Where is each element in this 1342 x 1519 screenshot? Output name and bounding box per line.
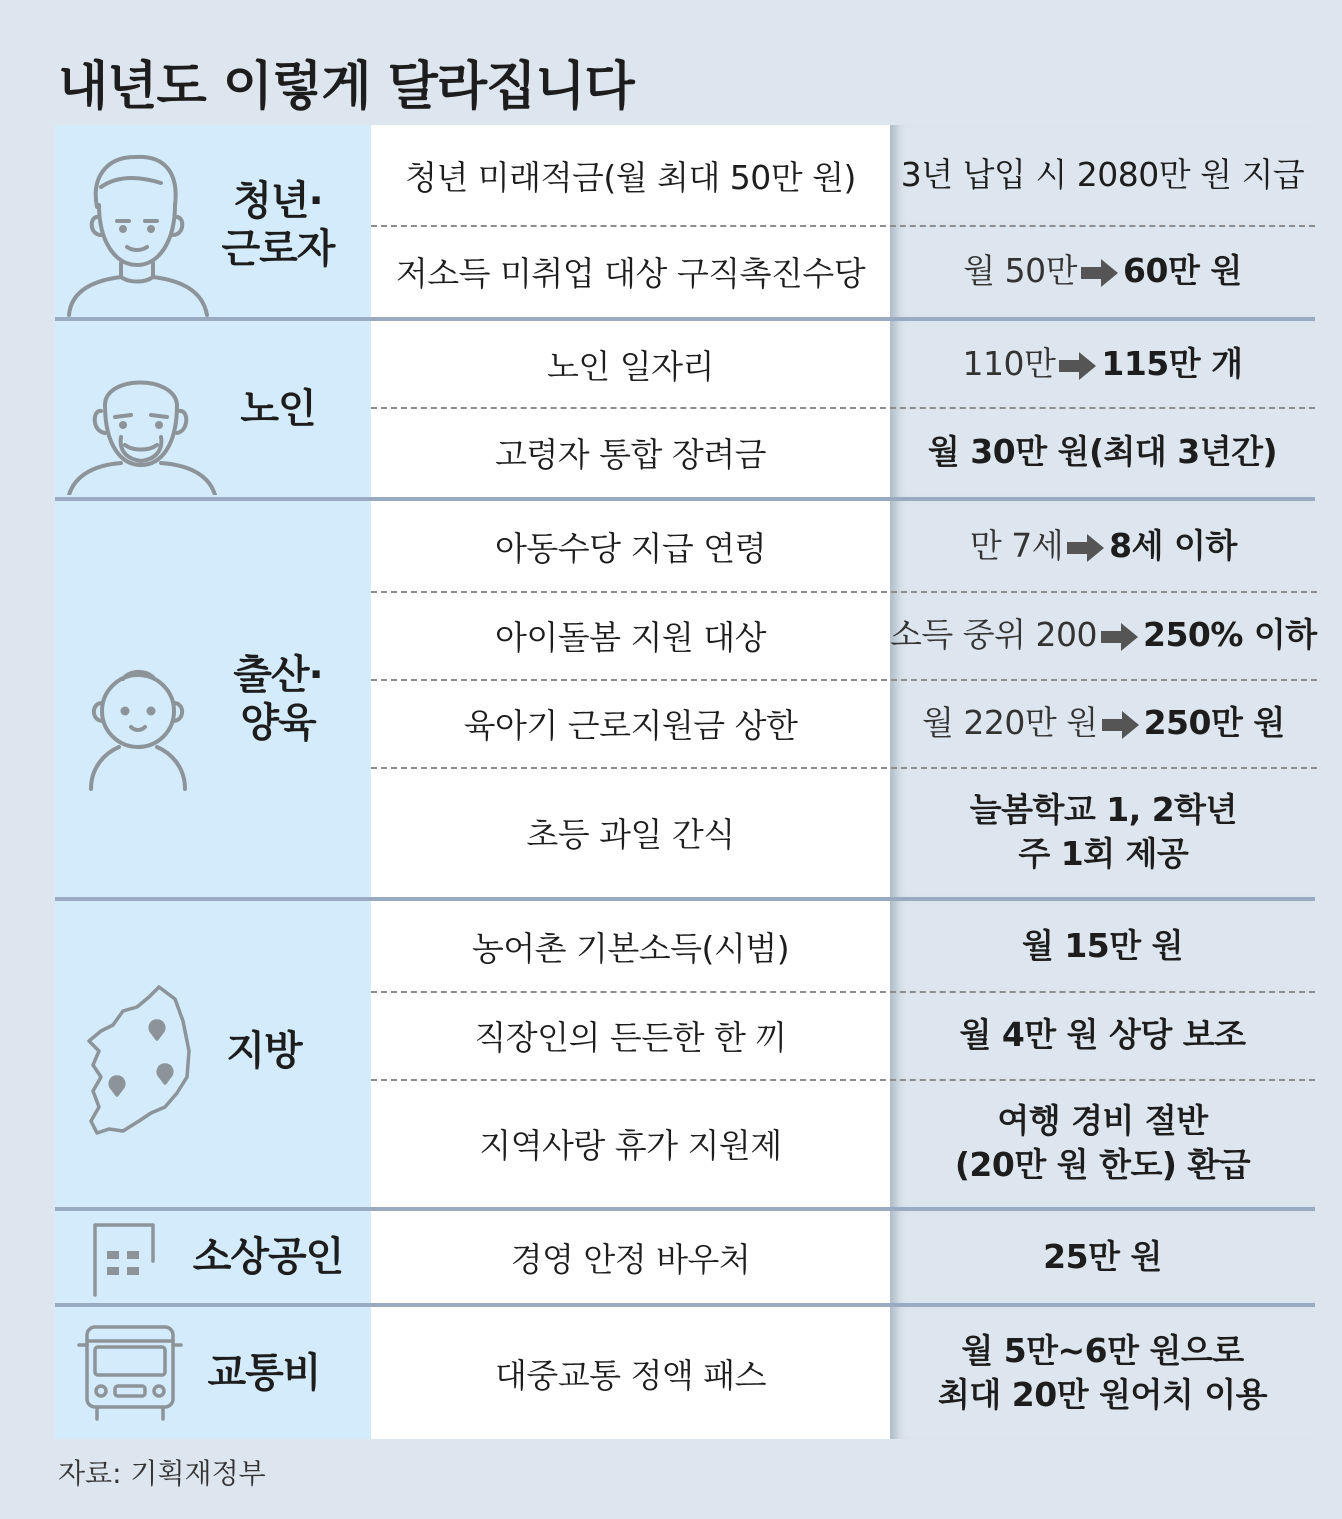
item-value: 만 7세 8세 이하 bbox=[890, 501, 1317, 591]
item-label: 경영 안정 바우처 bbox=[371, 1211, 890, 1303]
item-value: 월 5만~6만 원으로 최대 20만 원어치 이용 bbox=[890, 1307, 1315, 1439]
item-label: 고령자 통합 장려금 bbox=[371, 407, 890, 497]
building-icon bbox=[91, 1221, 157, 1297]
item-label: 농어촌 기본소득(시범) bbox=[371, 901, 890, 991]
section-youth bbox=[55, 125, 1315, 321]
section-childbirth bbox=[55, 501, 1315, 901]
item-value: 110만 115만 개 bbox=[890, 321, 1315, 407]
category-label: 소상공인 bbox=[192, 1234, 344, 1280]
item-value: 월 220만 원 250만 원 bbox=[890, 679, 1317, 767]
table-row bbox=[371, 321, 1315, 407]
section-regional bbox=[55, 901, 1315, 1211]
item-label: 청년 미래적금(월 최대 50만 원) bbox=[371, 125, 890, 225]
category-transport bbox=[55, 1307, 371, 1439]
category-small-business bbox=[55, 1211, 371, 1303]
section-small-business bbox=[55, 1211, 1315, 1307]
arrow-right-icon bbox=[1081, 258, 1119, 288]
table-row bbox=[371, 591, 1317, 679]
item-label: 직장인의 든든한 한 끼 bbox=[371, 991, 890, 1079]
arrow-right-icon bbox=[1102, 710, 1140, 740]
item-label: 노인 일자리 bbox=[371, 321, 890, 407]
changes-table bbox=[55, 125, 1315, 1439]
item-label: 초등 과일 간식 bbox=[371, 767, 890, 897]
item-value: 월 50만 60만 원 bbox=[890, 225, 1315, 317]
category-childbirth bbox=[55, 501, 371, 897]
baby-icon bbox=[83, 661, 193, 791]
category-label: 출산· 양육 bbox=[233, 652, 323, 746]
category-label: 노인 bbox=[240, 386, 316, 432]
bus-icon bbox=[75, 1323, 185, 1423]
table-row bbox=[371, 1307, 1315, 1439]
table-row bbox=[371, 407, 1315, 497]
category-label: 지방 bbox=[226, 1028, 302, 1074]
arrow-right-icon bbox=[1101, 622, 1139, 652]
section-elderly bbox=[55, 321, 1315, 501]
page-title: 내년도 이렇게 달라집니다 bbox=[58, 57, 634, 117]
table-row bbox=[371, 1211, 1315, 1303]
item-value: 소득 중위 200 250% 이하 bbox=[890, 591, 1317, 679]
arrow-right-icon bbox=[1067, 533, 1105, 563]
item-value: 늘봄학교 1, 2학년 주 1회 제공 bbox=[890, 767, 1317, 897]
table-row bbox=[371, 991, 1315, 1079]
item-value: 여행 경비 절반 (20만 원 한도) 환급 bbox=[890, 1079, 1315, 1207]
table-row bbox=[371, 1079, 1315, 1207]
category-regional bbox=[55, 901, 371, 1207]
category-elderly bbox=[55, 321, 371, 497]
item-value: 월 4만 원 상당 보조 bbox=[890, 991, 1315, 1079]
table-row bbox=[371, 225, 1315, 317]
section-transport bbox=[55, 1307, 1315, 1439]
item-value: 월 30만 원(최대 3년간) bbox=[890, 407, 1315, 497]
item-label: 지역사랑 휴가 지원제 bbox=[371, 1079, 890, 1207]
item-label: 대중교통 정액 패스 bbox=[371, 1307, 890, 1439]
item-value: 25만 원 bbox=[890, 1211, 1315, 1303]
category-youth bbox=[55, 125, 371, 317]
table-row bbox=[371, 125, 1315, 225]
table-row bbox=[371, 767, 1317, 897]
category-label: 교통비 bbox=[207, 1350, 321, 1396]
item-label: 아동수당 지급 연령 bbox=[371, 501, 890, 591]
item-label: 저소득 미취업 대상 구직촉진수당 bbox=[371, 225, 890, 317]
source-note: 자료: 기획재정부 bbox=[58, 1457, 266, 1490]
young-man-icon bbox=[65, 147, 215, 317]
elderly-man-icon bbox=[65, 365, 225, 495]
table-row bbox=[371, 501, 1317, 591]
korea-map-icon bbox=[79, 981, 199, 1141]
category-label: 청년· 근로자 bbox=[221, 178, 335, 272]
table-row bbox=[371, 901, 1315, 991]
item-value: 월 15만 원 bbox=[890, 901, 1315, 991]
item-value: 3년 납입 시 2080만 원 지급 bbox=[890, 125, 1315, 225]
item-label: 아이돌봄 지원 대상 bbox=[371, 591, 890, 679]
item-label: 육아기 근로지원금 상한 bbox=[371, 679, 890, 767]
table-row bbox=[371, 679, 1317, 767]
arrow-right-icon bbox=[1059, 351, 1097, 381]
